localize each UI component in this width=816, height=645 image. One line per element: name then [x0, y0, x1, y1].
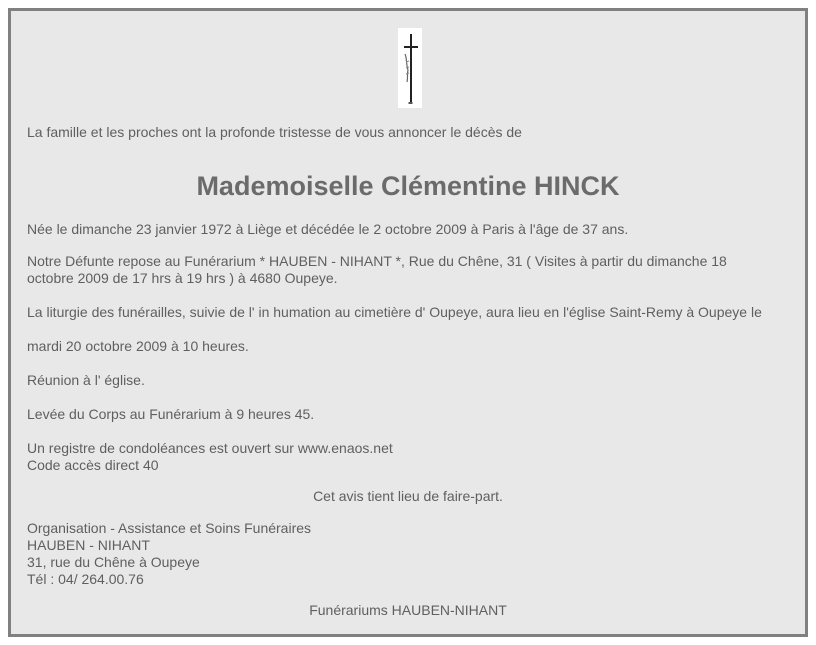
reunion-text: Réunion à l' église. [27, 372, 145, 388]
liturgy-text-line2: mardi 20 octobre 2009 à 10 heures. [27, 338, 249, 354]
deceased-name: Mademoiselle Clémentine HINCK [196, 171, 620, 201]
cross-icon [398, 28, 422, 108]
repose-text-line1: Notre Défunte repose au Funérarium * HAUBEN - NIHANT *, Rue du Chêne, 31 ( Visites à partir du dimanche 18 [27, 253, 727, 269]
org-line-2: HAUBEN - NIHANT [27, 537, 150, 553]
registry-text-line1: Un registre de condoléances est ouvert sur www.enaos.net [27, 440, 393, 456]
registry-text-line2: Code accès direct 40 [27, 457, 159, 473]
notice-text: Cet avis tient lieu de faire-part. [313, 488, 503, 504]
liturgy-text-line1: La liturgie des funérailles, suivie de l' in humation au cimetière d' Oupeye, aura lieu en l'église Saint-Remy à Oupeye le [27, 304, 762, 320]
org-line-3: 31, rue du Chêne à Oupeye [27, 554, 200, 570]
obituary-notice [8, 8, 808, 637]
levee-text: Levée du Corps au Funérarium à 9 heures 45. [27, 406, 315, 422]
repose-text-line2: octobre 2009 de 17 hrs à 19 hrs ) à 4680 Oupeye. [27, 270, 338, 286]
birth-death-text: Née le dimanche 23 janvier 1972 à Liège et décédée le 2 octobre 2009 à Paris à l'âge de 37 ans. [27, 221, 629, 237]
org-line-1: Organisation - Assistance et Soins Funéraires [27, 520, 312, 536]
intro-text: La famille et les proches ont la profonde tristesse de vous annoncer le décès de [27, 124, 522, 140]
org-line-4: Tél : 04/ 264.00.76 [27, 571, 144, 587]
footer-text: Funérariums HAUBEN-NIHANT [309, 602, 507, 618]
